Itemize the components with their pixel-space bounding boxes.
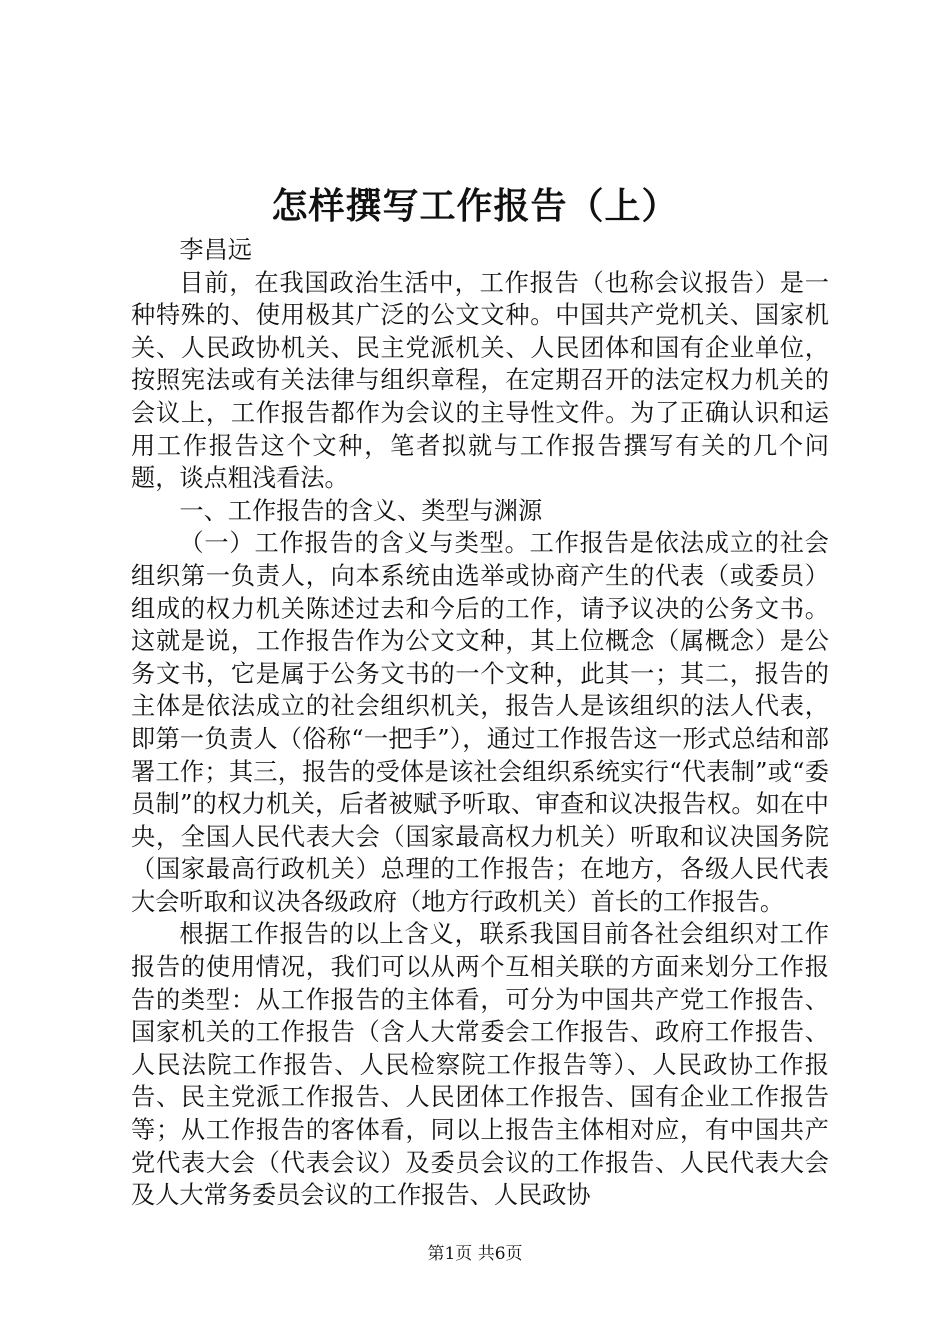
document-body: [131, 234, 829, 1212]
paragraph: 根据工作报告的以上含义，联系我国目前各社会组织对工作报告的使用情况，我们可以从两个互相关联的方面来划分工作报告的类型：从工作报告的主体看，可分为中国共产党工作报告、国家机关的工作报告（含人大常委会工作报告、政府工作报告、人民法院工作报告、人民检察院工作报告等）、人民政协工作报告、民主党派工作报告、人民团体工作报告、国有企业工作报告等；从工作报告的客体看，同以上报告主体相对应，有中国共产党代表大会（代表会议）及委员会议的工作报告、人民代表大会及人大常务委员会议的工作报告、人民政协: [131, 920, 829, 1210]
page-number-footer: 第1页 共6页: [427, 1244, 523, 1264]
document-title: 怎样撰写工作报告（上）: [271, 185, 679, 227]
paragraph: （一）工作报告的含义与类型。工作报告是依法成立的社会组织第一负责人，向本系统由选举或协商产生的代表（或委员）组成的权力机关陈述过去和今后的工作，请予议决的公务文书。这就是说，工作报告作为公文文种，其上位概念（属概念）是公务文书，它是属于公务文书的一个文种，此其一；其二，报告的主体是依法成立的社会组织机关，报告人是该组织的法人代表，即第一负责人（俗称“一把手”），通过工作报告这一形式总结和部署工作；其三，报告的受体是该社会组织系统实行“代表制”或“委员制”的权力机关，后者被赋予听取、审查和议决报告权。如在中央，全国人民代表大会（国家最高权力机关）听取和议决国务院（国家最高行政机关）总理的工作报告；在地方，各级人民代表大会听取和议决各级政府（地方行政机关）首长的工作报告。: [131, 529, 829, 916]
author-line: 李昌远: [179, 236, 252, 264]
paragraph: 目前，在我国政治生活中，工作报告（也称会议报告）是一种特殊的、使用极其广泛的公文文种。中国共产党机关、国家机关、人民政协机关、民主党派机关、人民团体和国有企业单位，按照宪法或有关法律与组织章程，在定期召开的法定权力机关的会议上，工作报告都作为会议的主导性文件。为了正确认识和运用工作报告这个文种，笔者拟就与工作报告撰写有关的几个问题，谈点粗浅看法。: [131, 268, 829, 493]
section-heading: 一、工作报告的含义、类型与渊源: [179, 496, 543, 525]
